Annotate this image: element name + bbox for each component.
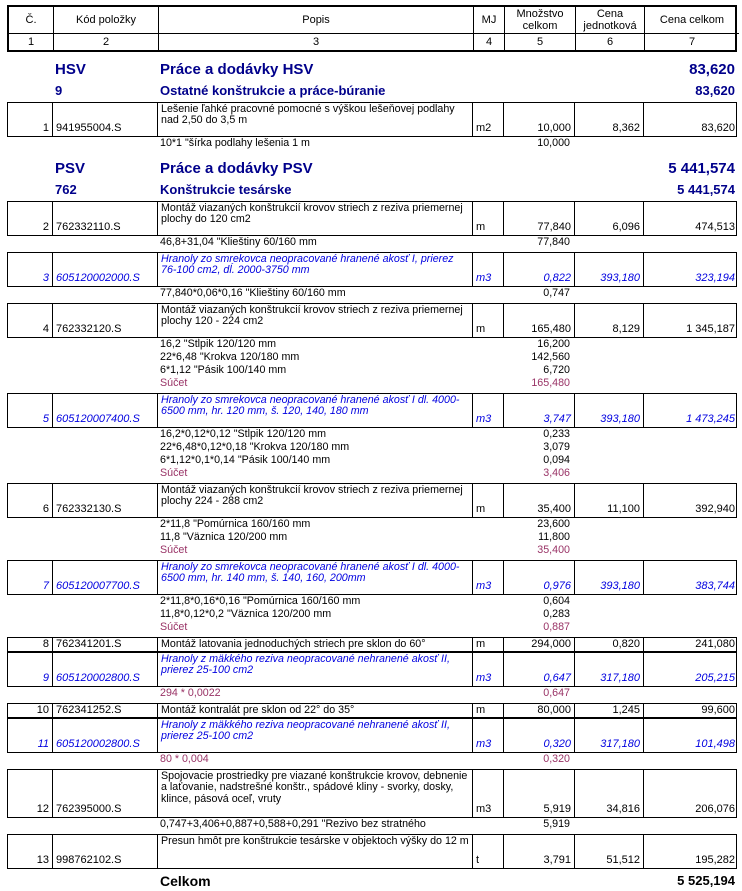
total-price-cell: 205,215 [643, 653, 738, 686]
column-header-description: Popis [158, 7, 473, 34]
column-index: 3 [158, 34, 473, 50]
unit-price-cell: 1,245 [574, 704, 643, 718]
calculation-text: 22*6,48*0,12*0,18 "Krokva 120/180 mm [160, 441, 350, 453]
unit-price-cell: 393,180 [574, 561, 643, 594]
item-code-cell: 762332110.S [52, 202, 157, 235]
unit-cell: m [472, 704, 503, 718]
item-description-cell: Montáž viazaných konštrukcií krovov striech z reziva priemernej plochy 224 - 288 cm2 [157, 484, 472, 517]
item-row [7, 703, 737, 718]
calculation-row [7, 595, 737, 608]
quantity-cell: 10,000 [503, 103, 574, 136]
item-code-cell: 605120007700.S [52, 561, 157, 594]
sum-row [7, 621, 737, 634]
calculation-text: 2*11,8*0,16*0,16 "Pomúrnica 160/160 mm [160, 595, 361, 607]
calculation-text: 10*1 "šírka podlahy lešenia 1 m [160, 137, 310, 149]
item-description-cell: Hranoly z mäkkého reziva neopracované nehranené akosť II, prierez 25-100 cm2 [157, 719, 472, 752]
section-total: 5 441,574 [668, 160, 735, 177]
section-code: PSV [55, 160, 86, 177]
item-row [7, 560, 737, 595]
calculation-text: Súčet [160, 377, 188, 389]
total-price-cell: 99,600 [643, 704, 738, 718]
item-description-cell: Montáž latovania jednoduchých striech pre sklon do 60° [157, 638, 472, 652]
total-price-cell: 206,076 [643, 770, 738, 817]
total-price-cell: 241,080 [643, 638, 738, 652]
item-row [7, 102, 737, 137]
sum-row [7, 687, 737, 700]
unit-price-cell: 393,180 [574, 394, 643, 427]
section-row [7, 82, 737, 99]
item-description-cell: Presun hmôt pre konštrukcie tesárske v objektoch výšky do 12 m [157, 835, 472, 868]
sum-row [7, 753, 737, 766]
calculation-quantity: 0,604 [543, 595, 570, 607]
calculation-text: 16,2*0,12*0,12 "Stĺpik 120/120 mm [160, 428, 326, 440]
item-number-cell: 7 [42, 580, 49, 592]
section-row [7, 181, 737, 198]
item-code-cell: 941955004.S [52, 103, 157, 136]
calculation-text: 46,8+31,04 "Klieštiny 60/160 mm [160, 236, 317, 248]
section-total: 83,620 [695, 83, 735, 98]
column-header-number: Č. [9, 7, 53, 34]
calculation-quantity: 0,233 [543, 428, 570, 440]
calculation-row [7, 608, 737, 621]
calculation-text: 0,747+3,406+0,887+0,588+0,291 "Rezivo bez stratného [160, 818, 426, 830]
unit-price-cell: 317,180 [574, 653, 643, 686]
section-title: Práce a dodávky HSV [160, 61, 314, 78]
total-price-cell: 1 345,187 [643, 304, 738, 337]
section-title: Ostatné konštrukcie a práce-búranie [160, 83, 386, 98]
total-price-cell: 383,744 [643, 561, 738, 594]
column-index: 5 [504, 34, 575, 50]
item-number-cell: 3 [42, 272, 49, 284]
calculation-quantity: 0,283 [543, 608, 570, 620]
calculation-text: Súčet [160, 621, 188, 633]
item-code-cell: 605120002000.S [52, 253, 157, 286]
item-code-cell: 762341252.S [52, 704, 157, 718]
item-code-cell: 762395000.S [52, 770, 157, 817]
calculation-quantity: 0,647 [543, 687, 570, 699]
item-row [7, 637, 737, 652]
quantity-cell: 165,480 [503, 304, 574, 337]
item-row [7, 769, 737, 818]
total-price-cell: 323,194 [643, 253, 738, 286]
calculation-quantity: 0,094 [543, 454, 570, 466]
quantity-cell: 3,791 [503, 835, 574, 868]
unit-price-cell: 317,180 [574, 719, 643, 752]
calculation-quantity: 3,079 [543, 441, 570, 453]
item-description-cell: Montáž kontralát pre sklon od 22° do 35° [157, 704, 472, 718]
calculation-quantity: 11,800 [538, 531, 570, 543]
calculation-quantity: 0,320 [543, 753, 570, 765]
calculation-row [7, 818, 737, 831]
item-number-cell: 13 [36, 854, 49, 866]
item-number-cell: 11 [37, 738, 49, 750]
calculation-quantity: 16,200 [537, 338, 570, 350]
calculation-text: Súčet [160, 467, 188, 479]
calculation-text: 16,2 "Stĺpik 120/120 mm [160, 338, 277, 350]
item-number-cell: 10 [36, 704, 49, 717]
calculation-quantity: 165,480 [531, 377, 570, 389]
unit-price-cell: 8,129 [574, 304, 643, 337]
unit-cell: m [472, 304, 503, 337]
item-description-cell: Hranoly zo smrekovca neopracované hranené akosť I dl. 4000-6500 mm, hr. 140 mm, š. 140, 160, 200mm [157, 561, 472, 594]
calculation-text: Súčet [160, 544, 188, 556]
unit-price-cell: 34,816 [574, 770, 643, 817]
item-number-cell: 5 [42, 413, 49, 425]
total-price-cell: 83,620 [643, 103, 738, 136]
item-description-cell: Hranoly zo smrekovca neopracované hranené akosť I dl. 4000-6500 mm, hr. 120 mm, š. 120, 140, 180 mm [157, 394, 472, 427]
item-row [7, 483, 737, 518]
column-header-unit: MJ [473, 7, 504, 34]
total-price-cell: 195,282 [643, 835, 738, 868]
sum-row [7, 467, 737, 480]
table-body [7, 60, 737, 869]
column-header-item-code: Kód položky [53, 7, 158, 34]
column-header-quantity: Množstvo celkom [504, 7, 575, 34]
unit-cell: m3 [472, 719, 503, 752]
quantity-cell: 0,822 [503, 253, 574, 286]
quantity-cell: 35,400 [503, 484, 574, 517]
section-total: 5 441,574 [677, 182, 735, 197]
calculation-row [7, 364, 737, 377]
calculation-row [7, 351, 737, 364]
quantity-cell: 3,747 [503, 394, 574, 427]
item-description-cell: Spojovacie prostriedky pre viazané konštrukcie krovov, debnenie a laťovanie, nadstrešné konštr., spádové kliny - svorky, dosky, klince, pásová oceľ, vruty [157, 770, 472, 817]
item-code-cell: 998762102.S [52, 835, 157, 868]
unit-cell: m3 [472, 394, 503, 427]
sum-row [7, 377, 737, 390]
unit-cell: m2 [472, 103, 503, 136]
calculation-row [7, 428, 737, 441]
unit-price-cell: 0,820 [574, 638, 643, 652]
item-code-cell: 762341201.S [52, 638, 157, 652]
item-description-cell: Hranoly z mäkkého reziva neopracované nehranené akosť II, prierez 25-100 cm2 [157, 653, 472, 686]
item-code-cell: 605120007400.S [52, 394, 157, 427]
item-number-cell: 8 [42, 638, 49, 651]
unit-cell: m3 [472, 653, 503, 686]
section-row [7, 60, 737, 79]
quantity-cell: 0,320 [503, 719, 574, 752]
quantity-cell: 0,976 [503, 561, 574, 594]
unit-price-cell: 8,362 [574, 103, 643, 136]
sum-row [7, 544, 737, 557]
item-row [7, 252, 737, 287]
section-row [7, 159, 737, 178]
calculation-row [7, 531, 737, 544]
quantity-cell: 80,000 [503, 704, 574, 718]
calculation-text: 6*1,12*0,1*0,14 "Pásik 100/140 mm [160, 454, 331, 466]
item-description-cell: Lešenie ľahké pracovné pomocné s výškou lešeňovej podlahy nad 2,50 do 3,5 m [157, 103, 472, 136]
grand-total-label: Celkom [160, 873, 211, 889]
item-description-cell: Montáž viazaných konštrukcií krovov striech z reziva priemernej plochy do 120 cm2 [157, 202, 472, 235]
column-header-unit-price: Cena jednotková [575, 7, 644, 34]
item-row [7, 834, 737, 869]
unit-cell: m3 [472, 770, 503, 817]
column-index: 4 [473, 34, 504, 50]
table-header [7, 5, 737, 52]
item-number-cell: 6 [42, 503, 49, 515]
calculation-quantity: 23,600 [537, 518, 570, 530]
total-price-cell: 101,498 [643, 719, 738, 752]
grand-total-row [7, 871, 737, 891]
calculation-quantity: 6,720 [543, 364, 570, 376]
calculation-row [7, 287, 737, 300]
item-number-cell: 1 [42, 122, 49, 134]
item-row [7, 718, 737, 753]
unit-cell: m [472, 638, 503, 652]
item-code-cell: 605120002800.S [52, 719, 157, 752]
item-number-cell: 12 [36, 803, 49, 815]
calculation-text: 294 * 0,0022 [160, 687, 221, 699]
section-code: 762 [55, 182, 77, 197]
calculation-text: 80 * 0,004 [160, 753, 209, 765]
column-index: 1 [27, 36, 35, 48]
item-row [7, 652, 737, 687]
unit-price-cell: 51,512 [574, 835, 643, 868]
unit-cell: m3 [472, 561, 503, 594]
column-index: 6 [575, 34, 644, 50]
total-price-cell: 1 473,245 [643, 394, 738, 427]
calculation-text: 11,8 "Väznica 120/200 mm [160, 531, 288, 543]
unit-cell: m [472, 202, 503, 235]
total-price-cell: 474,513 [643, 202, 738, 235]
calculation-text: 77,840*0,06*0,16 "Klieštiny 60/160 mm [160, 287, 346, 299]
total-price-cell: 392,940 [643, 484, 738, 517]
calculation-quantity: 142,560 [531, 351, 570, 363]
column-index: 7 [644, 34, 739, 50]
calculation-text: 11,8*0,12*0,2 "Väznica 120/200 mm [160, 608, 332, 620]
unit-cell: t [472, 835, 503, 868]
calculation-quantity: 77,840 [537, 236, 570, 248]
calculation-row [7, 454, 737, 467]
calculation-row [7, 441, 737, 454]
section-title: Práce a dodávky PSV [160, 160, 313, 177]
calculation-quantity: 10,000 [537, 137, 570, 149]
column-index: 2 [53, 34, 158, 50]
item-description-cell: Montáž viazaných konštrukcií krovov striech z reziva priemernej plochy 120 - 224 cm2 [157, 304, 472, 337]
section-title: Konštrukcie tesárske [160, 182, 292, 197]
quantity-cell: 5,919 [503, 770, 574, 817]
quantity-cell: 0,647 [503, 653, 574, 686]
calculation-row [7, 137, 737, 150]
quantity-cell: 77,840 [503, 202, 574, 235]
calculation-text: 6*1,12 "Pásik 100/140 mm [160, 364, 287, 376]
item-description-cell: Hranoly zo smrekovca neopracované hranené akosť I, prierez 76-100 cm2, dĺ. 2000-3750 mm [157, 253, 472, 286]
unit-price-cell: 393,180 [574, 253, 643, 286]
unit-cell: m3 [472, 253, 503, 286]
item-row [7, 393, 737, 428]
calculation-quantity: 3,406 [543, 467, 570, 479]
calculation-quantity: 0,747 [543, 287, 570, 299]
item-row [7, 201, 737, 236]
section-code: HSV [55, 61, 86, 78]
calculation-quantity: 0,887 [543, 621, 570, 633]
item-code-cell: 762332130.S [52, 484, 157, 517]
calculation-row [7, 518, 737, 531]
quantity-cell: 294,000 [503, 638, 574, 652]
item-number-cell: 4 [42, 323, 49, 335]
section-total: 83,620 [689, 61, 735, 78]
item-code-cell: 762332120.S [52, 304, 157, 337]
unit-price-cell: 11,100 [574, 484, 643, 517]
item-code-cell: 605120002800.S [52, 653, 157, 686]
unit-price-cell: 6,096 [574, 202, 643, 235]
calculation-text: 2*11,8 "Pomúrnica 160/160 mm [160, 518, 311, 530]
calculation-row [7, 236, 737, 249]
item-number-cell: 9 [42, 672, 49, 684]
calculation-quantity: 5,919 [543, 818, 570, 830]
item-row [7, 303, 737, 338]
column-header-total-price: Cena celkom [644, 7, 739, 34]
calculation-text: 22*6,48 "Krokva 120/180 mm [160, 351, 300, 363]
calculation-row [7, 338, 737, 351]
item-number-cell: 2 [42, 221, 49, 233]
grand-total-value: 5 525,194 [677, 873, 735, 888]
section-code: 9 [55, 83, 63, 98]
unit-cell: m [472, 484, 503, 517]
calculation-quantity: 35,400 [537, 544, 570, 556]
